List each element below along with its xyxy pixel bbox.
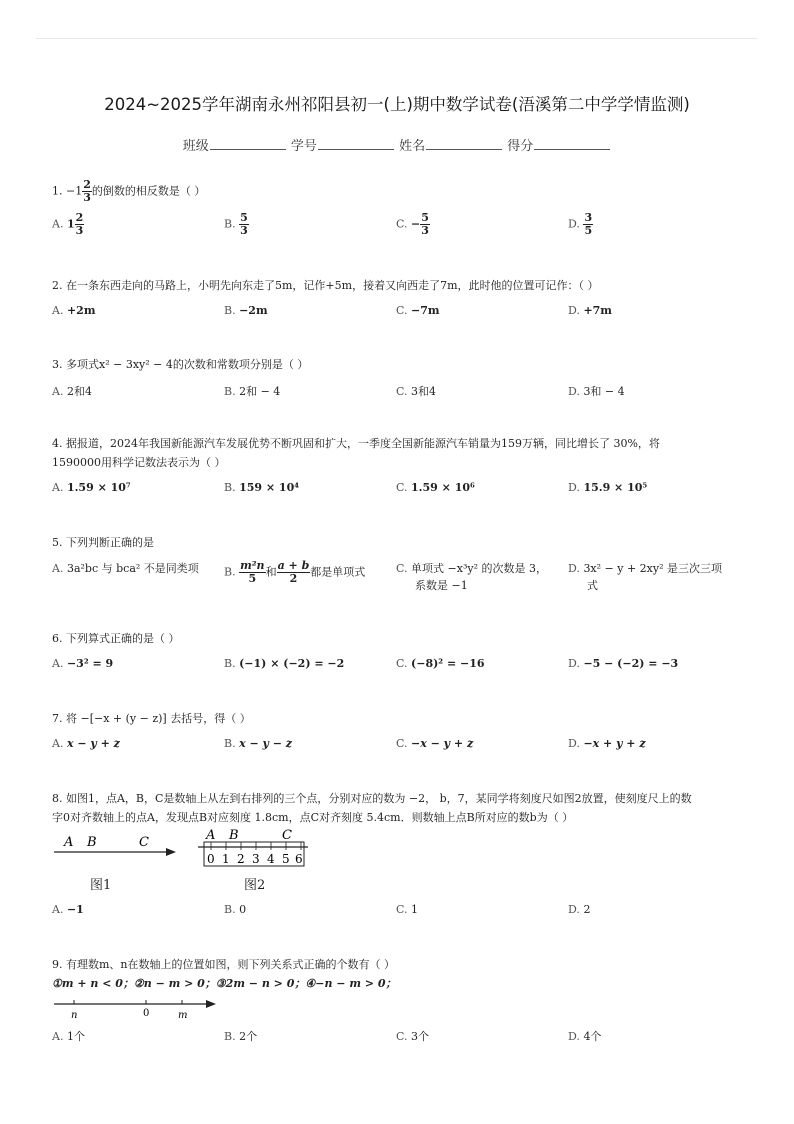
ruler-4: 4 <box>267 852 275 866</box>
q2-option-c[interactable]: C. −7m <box>396 304 440 317</box>
q7-option-b[interactable]: B. x − y − z <box>224 737 293 750</box>
q2-option-d[interactable]: D. +7m <box>568 304 612 317</box>
q8-option-d[interactable]: D. 2 <box>568 903 591 916</box>
q6-option-c[interactable]: C. (−8)² = −16 <box>396 657 485 670</box>
question-5: 5. 下列判断正确的是 <box>52 536 154 549</box>
q7-options <box>52 737 742 769</box>
q4-stem-line2: 1590000用科学记数法表示为（ ） <box>52 456 226 469</box>
question-9 <box>52 955 742 993</box>
question-8 <box>52 789 742 827</box>
question-7: 7. 将 −[−x + (y − z)] 去括号，得（ ） <box>52 712 251 725</box>
fig1-label-b: B <box>87 835 97 850</box>
q3-option-d[interactable]: D. 3和 − 4 <box>568 385 625 398</box>
question-3: 3. 多项式x² − 3xy² − 4的次数和常数项分别是（ ） <box>52 358 309 371</box>
ruler-6: 6 <box>295 852 303 866</box>
q5-option-a[interactable]: A. 3a²bc 与 bca² 不是同类项 <box>52 562 199 575</box>
q8-option-a[interactable]: A. −1 <box>52 903 84 916</box>
q4-options <box>52 481 742 513</box>
q9-option-d[interactable]: D. 4个 <box>568 1030 602 1043</box>
question-4 <box>52 434 742 472</box>
q1-option-c[interactable]: C. − $\frac{5}{3}$ <box>396 211 429 237</box>
name-blank[interactable] <box>426 137 502 150</box>
name-label: 姓名 <box>399 139 426 154</box>
q2-options <box>52 304 742 336</box>
q6-option-a[interactable]: A. −3² = 9 <box>52 657 114 670</box>
fig1-label-a: A <box>64 835 74 850</box>
nl-label-m: m <box>178 1010 188 1021</box>
q1-stem-post: 的倒数的相反数是（ ） <box>91 184 206 198</box>
nl-label-0: 0 <box>143 1008 150 1019</box>
ruler-5: 5 <box>282 852 290 866</box>
q4-stem-line1: 4. 据报道，2024年我国新能源汽车发展优势不断巩固和扩大，一季度全国新能源汽车销量为159万辆，同比增长了 30%，将 <box>52 437 660 450</box>
q1-stem-pre: 1. −1 <box>52 184 83 198</box>
ruler-1: 1 <box>222 852 230 866</box>
q7-option-c[interactable]: C. −x − y + z <box>396 737 474 750</box>
q5-options <box>52 560 742 596</box>
header-rule <box>36 38 758 39</box>
q5-option-d[interactable]: D. 3x² − y + 2xy² 是三次三项 式 <box>568 562 723 592</box>
q8-figure-1 <box>52 832 182 862</box>
q1-stem-fraction: $\frac{2}{3}$ <box>83 178 91 204</box>
q9-option-a[interactable]: A. 1个 <box>52 1030 85 1043</box>
q8-option-b[interactable]: B. 0 <box>224 903 247 916</box>
q3-option-a[interactable]: A. 2和4 <box>52 385 92 398</box>
fig2-caption: 图2 <box>244 878 266 893</box>
question-2: 2. 在一条东西走向的马路上，小明先向东走了5m，记作+5m，接着又向西走了7m，此时他的位置可记作：（ ） <box>52 279 599 292</box>
q9-number-line <box>52 996 232 1022</box>
class-blank[interactable] <box>210 137 286 150</box>
q1-option-d[interactable]: D. $\frac{3}{5}$ <box>568 211 593 237</box>
q3-option-b[interactable]: B. 2和 − 4 <box>224 385 281 398</box>
q9-option-c[interactable]: C. 3个 <box>396 1030 430 1043</box>
q4-option-a[interactable]: A. 1.59 × 10⁷ <box>52 481 131 494</box>
q9-stem: 9. 有理数m、n在数轴上的位置如图，则下列关系式正确的个数有（ ） <box>52 958 396 971</box>
question-1 <box>52 179 742 204</box>
fig2-label-c: C <box>282 828 292 843</box>
q6-option-d[interactable]: D. −5 − (−2) = −3 <box>568 657 679 670</box>
fig1-caption: 图1 <box>90 878 112 893</box>
q2-option-b[interactable]: B. −2m <box>224 304 268 317</box>
q5-option-b[interactable]: B. $\frac{\text{m²n}}{5}$ 和 $\frac{a + b}{2}$ 都是单项式 <box>224 559 366 585</box>
fig2-ruler-ticks <box>211 842 301 850</box>
fig1-label-c: C <box>139 835 149 850</box>
q8-options <box>52 903 742 935</box>
score-label: 得分 <box>507 139 534 154</box>
q6-option-b[interactable]: B. (−1) × (−2) = −2 <box>224 657 345 670</box>
ruler-3: 3 <box>252 852 260 866</box>
q8-stem-line1: 8. 如图1，点A，B，C是数轴上从左到右排列的三个点，分别对应的数为 −2， b，7，某同学将刻度尺如图2放置，使刻度尺上的数 <box>52 792 692 805</box>
fig2-label-b: B <box>229 828 239 843</box>
q4-option-c[interactable]: C. 1.59 × 10⁶ <box>396 481 475 494</box>
q4-option-b[interactable]: B. 159 × 10⁴ <box>224 481 300 494</box>
exam-title: 2024~2025学年湖南永州祁阳县初一(上)期中数学试卷(浯溪第二中学学情监测) <box>104 95 690 114</box>
q6-options <box>52 657 742 689</box>
number-blank[interactable] <box>318 137 394 150</box>
q8-figure-2 <box>198 826 310 870</box>
q9-conditions: ①m + n < 0；②n − m > 0；③2m − n > 0；④−n − m > 0； <box>52 977 397 990</box>
q9-option-b[interactable]: B. 2个 <box>224 1030 258 1043</box>
q8-stem-line2: 字0对齐数轴上的点A，发现点B对应刻度 1.8cm，点C对齐刻度 5.4cm．则数轴上点B所对应的数b为（ ） <box>52 811 574 824</box>
q5-option-c[interactable]: C. 单项式 −x³y² 的次数是 3， 系数是 −1 <box>396 562 547 592</box>
q1-options <box>52 212 742 244</box>
ruler-2: 2 <box>237 852 245 866</box>
class-label: 班级 <box>182 139 209 154</box>
fig2-label-a: A <box>206 828 216 843</box>
q2-option-a[interactable]: A. +2m <box>52 304 96 317</box>
q7-option-a[interactable]: A. x − y + z <box>52 737 120 750</box>
q3-options <box>52 383 742 415</box>
q8-option-c[interactable]: C. 1 <box>396 903 419 916</box>
q4-option-d[interactable]: D. 15.9 × 10⁵ <box>568 481 648 494</box>
q7-option-d[interactable]: D. −x + y + z <box>568 737 646 750</box>
q1-option-b[interactable]: B. $\frac{5}{3}$ <box>224 211 248 237</box>
student-info-line <box>0 135 794 154</box>
q9-options <box>52 1028 742 1060</box>
score-blank[interactable] <box>534 137 610 150</box>
nl-label-n: n <box>71 1010 78 1021</box>
number-label: 学号 <box>290 139 317 154</box>
question-6: 6. 下列算式正确的是（ ） <box>52 632 180 645</box>
q3-option-c[interactable]: C. 3和4 <box>396 385 437 398</box>
ruler-0: 0 <box>207 852 215 866</box>
q1-option-a[interactable]: A. 1 $\frac{2}{3}$ <box>52 211 84 237</box>
